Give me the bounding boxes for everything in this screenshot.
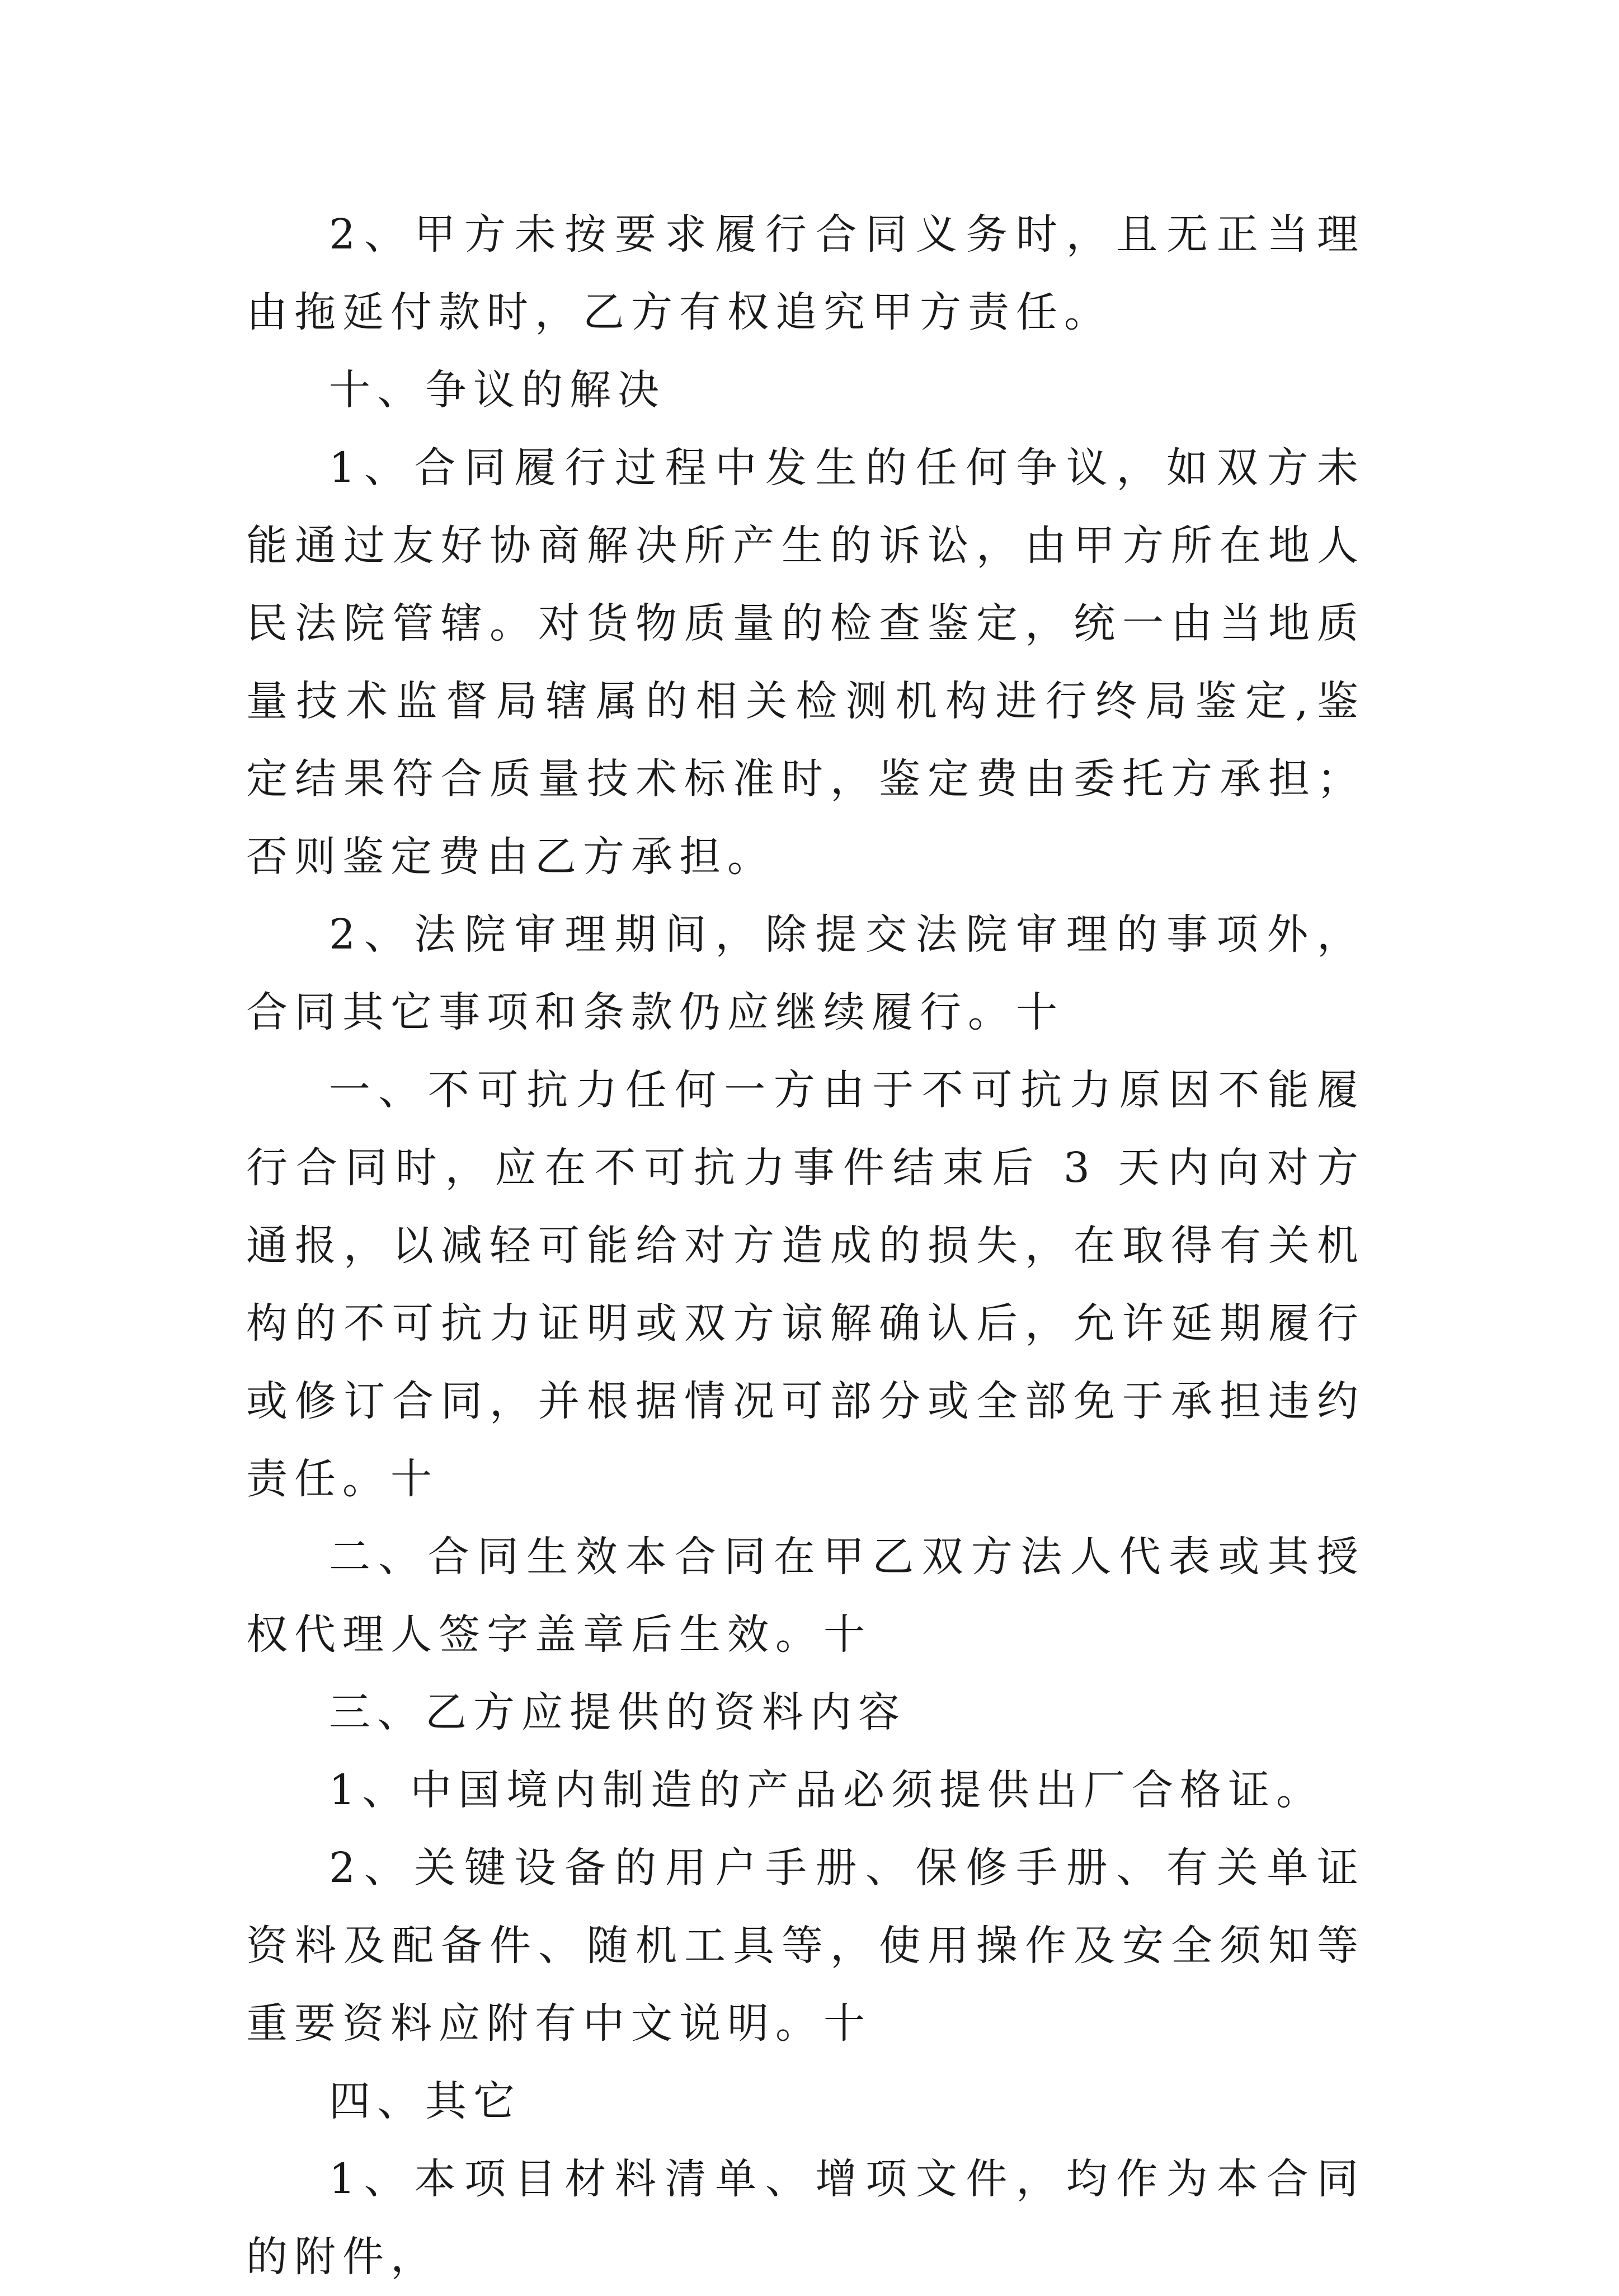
heading-dispute-resolution: 十、争议的解决	[329, 366, 666, 414]
paragraph-dispute-jurisdiction: 1、合同履行过程中发生的任何争议，如双方未能通过友好协商解决所产生的诉讼，由甲方所在地人民法院管辖。对货物质量的检查鉴定，统一由当地质量技术监督局辖属的相关检测机构进行终局鉴定,鉴定结果符合质量技术标准时，鉴定费由委托方承担；否则鉴定费由乙方承担。	[246, 444, 1365, 881]
heading-supplier-documents: 三、乙方应提供的资料内容	[329, 1688, 906, 1736]
paragraph-certificate: 1、中国境内制造的产品必须提供出厂合格证。	[329, 1766, 1325, 1814]
paragraph-force-majeure: 一、不可抗力任何一方由于不可抗力原因不能履行合同时，应在不可抗力事件结束后 3 天内向对方通报，以减轻可能给对方造成的损失，在取得有关机构的不可抗力证明或双方谅解确认后，允许延期履行或修订合同，并根据情况可部分或全部免于承担违约责任。十	[246, 1066, 1365, 1503]
paragraph-attachments: 1、本项目材料清单、增项文件，均作为本合同的附件，	[246, 2155, 1365, 2281]
heading-others: 四、其它	[329, 2077, 521, 2125]
paragraph-manuals: 2、关键设备的用户手册、保修手册、有关单证资料及配备件、随机工具等，使用操作及安全须知等重要资料应附有中文说明。十	[246, 1844, 1365, 2048]
paragraph-contract-effect: 二、合同生效本合同在甲乙双方法人代表或其授权代理人签字盖章后生效。十	[246, 1533, 1365, 1659]
paragraph-payment-delay: 2、甲方未按要求履行合同义务时，且无正当理由拖延付款时，乙方有权追究甲方责任。	[246, 210, 1365, 336]
document-body	[246, 196, 1365, 2296]
paragraph-court-trial-period: 2、法院审理期间，除提交法院审理的事项外，合同其它事项和条款仍应继续履行。十	[246, 910, 1365, 1036]
